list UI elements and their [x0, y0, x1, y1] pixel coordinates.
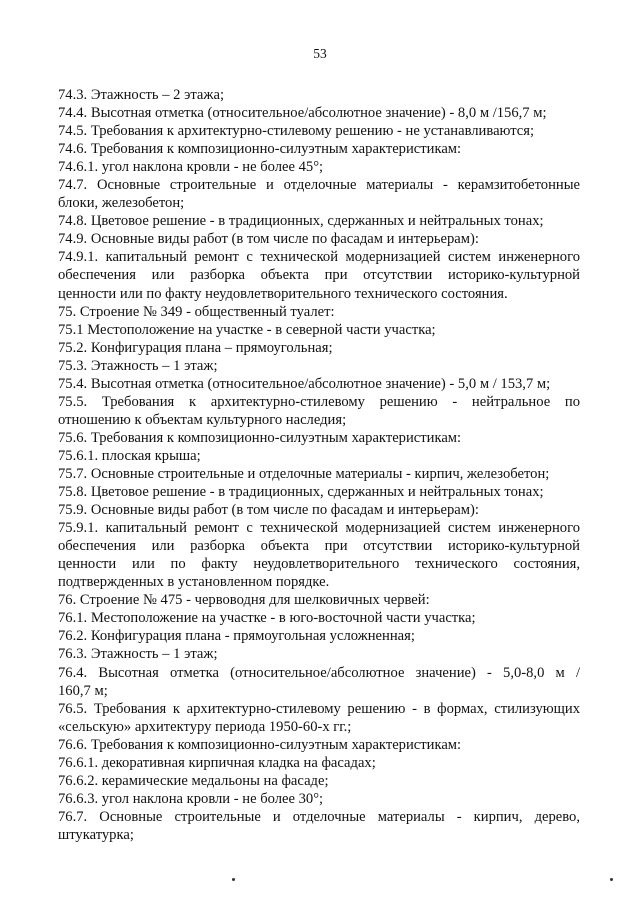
text-line: 76. Строение № 475 - червоводня для шелковичных червей: [58, 592, 430, 609]
text-line: 76.3. Этажность – 1 этаж; [58, 646, 218, 663]
text-line: обеспечения или разборка объекта при отсутствии историко-культурной [58, 267, 580, 284]
text-line: 74.7. Основные строительные и отделочные материалы - керамзитобетонные [58, 177, 580, 194]
text-line: 74.6.1. угол наклона кровли - не более 45°; [58, 159, 324, 176]
text-line: ценности или по факту неудовлетворительного технического состояния. [58, 285, 508, 302]
text-line: 75.4. Высотная отметка (относительное/абсолютное значение) - 5,0 м / 153,7 м; [58, 375, 551, 392]
text-line: 75.6. Требования к композиционно-силуэтным характеристикам: [58, 429, 462, 446]
text-line: ценности или по факту неудовлетворительного технического состояния, [58, 556, 580, 573]
text-line: 160,7 м; [58, 682, 108, 699]
text-line: 75.1 Местоположение на участке - в северной части участка; [58, 321, 436, 338]
scan-speck [232, 878, 235, 881]
text-line: 75.8. Цветовое решение - в традиционных, сдержанных и нейтральных тонах; [58, 484, 544, 501]
text-line: 75.6.1. плоская крыша; [58, 447, 201, 464]
text-line: 76.6.2. керамические медальоны на фасаде; [58, 772, 329, 789]
text-line: 74.9.1. капитальный ремонт с технической модернизацией систем инженерного [58, 249, 580, 266]
text-line: подтвержденных в установленном порядке. [58, 574, 330, 591]
text-line: 75.7. Основные строительные и отделочные материалы - кирпич, железобетон; [58, 465, 550, 482]
text-line: 75.9. Основные виды работ (в том числе по фасадам и интерьерам): [58, 502, 479, 519]
text-line: 76.5. Требования к архитектурно-стилевому решению - в формах, стилизующих [58, 700, 580, 717]
text-line: 76.4. Высотная отметка (относительное/абсолютное значение) - 5,0-8,0 м / [58, 664, 580, 681]
text-line: 74.9. Основные виды работ (в том числе по фасадам и интерьерам): [58, 231, 479, 248]
document-body [58, 86, 580, 844]
text-line: штукатурка; [58, 826, 134, 843]
text-line: 75. Строение № 349 - общественный туалет: [58, 303, 335, 320]
text-line: 74.4. Высотная отметка (относительное/абсолютное значение) - 8,0 м /156,7 м; [58, 105, 547, 122]
text-line: 76.2. Конфигурация плана - прямоугольная усложненная; [58, 628, 415, 645]
text-line: 74.5. Требования к архитектурно-стилевому решению - не устанавливаются; [58, 123, 535, 140]
text-line: 76.7. Основные строительные и отделочные материалы - кирпич, дерево, [58, 808, 580, 825]
text-line: обеспечения или разборка объекта при отсутствии историко-культурной [58, 538, 580, 555]
text-line: 75.2. Конфигурация плана – прямоугольная; [58, 339, 333, 356]
text-line: «сельскую» архитектуру периода 1950-60-х гг.; [58, 718, 352, 735]
text-line: 76.6.1. декоративная кирпичная кладка на фасадах; [58, 754, 376, 771]
text-line: 74.6. Требования к композиционно-силуэтным характеристикам: [58, 141, 462, 158]
text-line: 76.1. Местоположение на участке - в юго-восточной части участка; [58, 610, 476, 627]
text-line: 75.9.1. капитальный ремонт с технической модернизацией систем инженерного [58, 520, 580, 537]
text-line: 74.8. Цветовое решение - в традиционных, сдержанных и нейтральных тонах; [58, 213, 544, 230]
text-line: 74.3. Этажность – 2 этажа; [58, 87, 225, 103]
scan-speck [610, 878, 613, 881]
page-number: 53 [313, 46, 327, 61]
text-line: 75.5. Требования к архитектурно-стилевому решению - нейтральное по [58, 393, 580, 410]
text-line: 76.6.3. угол наклона кровли - не более 30°; [58, 790, 324, 807]
text-line: отношению к объектам культурного наследия; [58, 411, 347, 428]
text-line: 76.6. Требования к композиционно-силуэтным характеристикам: [58, 736, 462, 753]
text-line: 75.3. Этажность – 1 этаж; [58, 357, 218, 374]
text-line: блоки, железобетон; [58, 195, 185, 212]
